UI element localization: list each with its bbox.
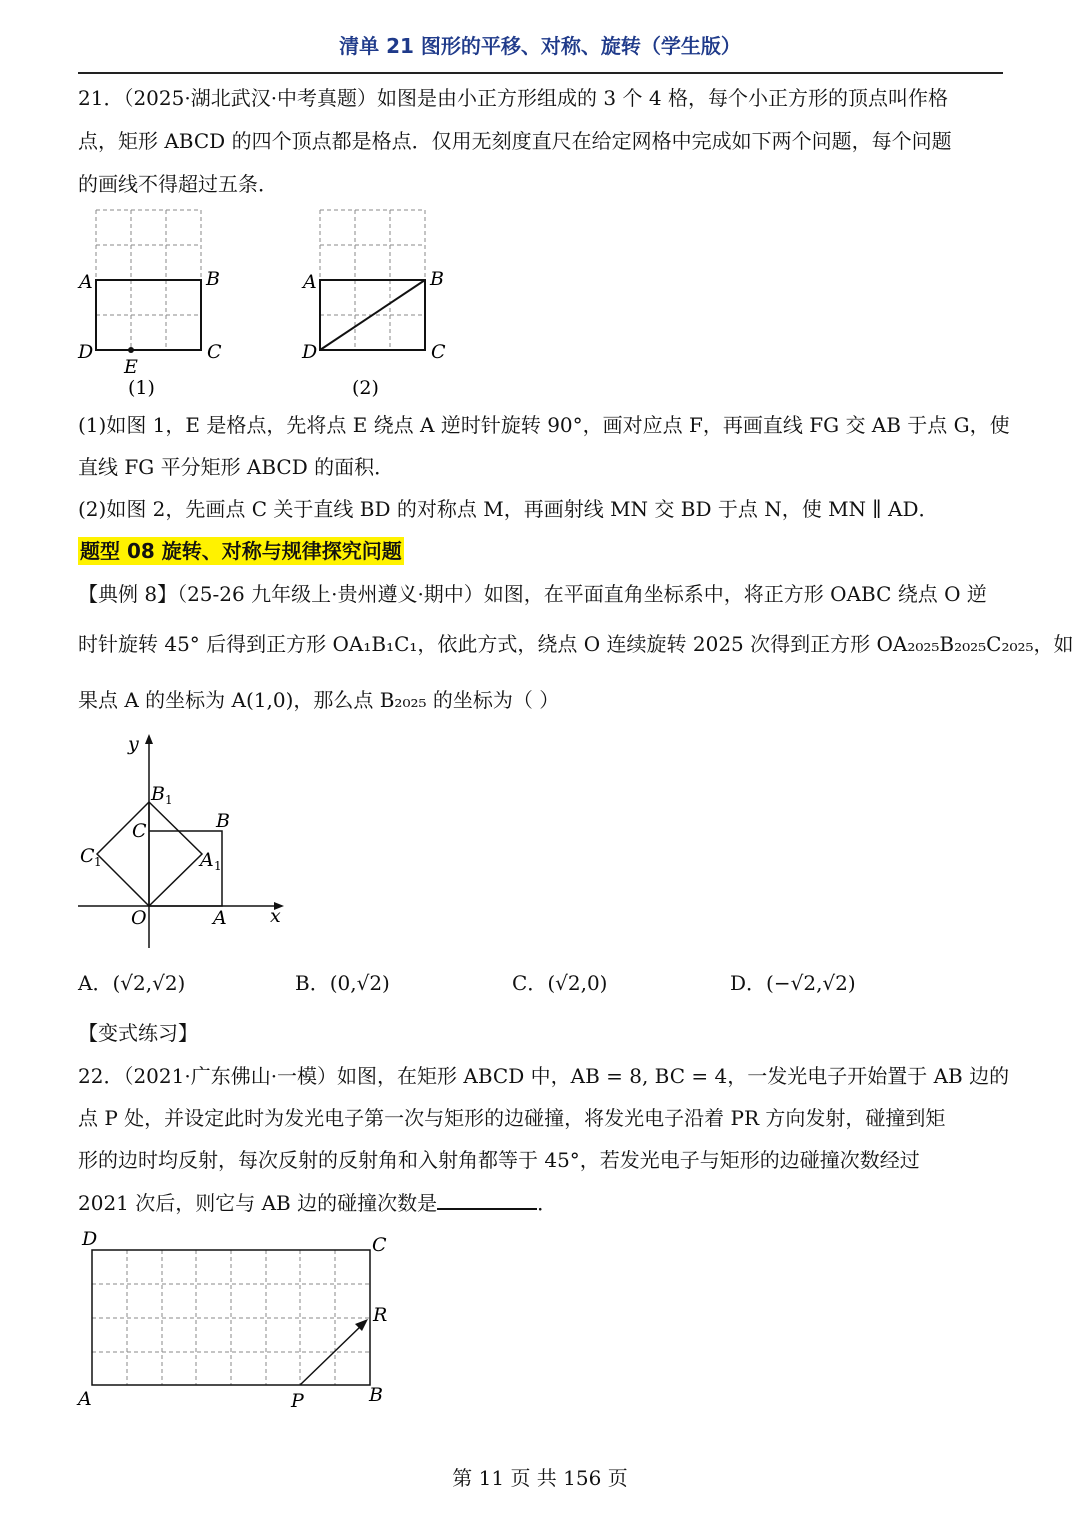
q21-line2: 点，矩形 ABCD 的四个顶点都是格点．仅用无刻度直尺在给定网格中完成如下两个问题，每个问题 <box>78 129 952 153</box>
option-a-value: (√2,√2) <box>112 971 186 995</box>
option-d-label: D． <box>730 971 767 995</box>
label-c1-sub: 1 <box>94 855 102 869</box>
variant-heading: 【变式练习】 <box>78 1021 198 1045</box>
label-a: A <box>213 907 227 929</box>
q22-line4 <box>78 1190 557 1215</box>
label-o: O <box>131 907 147 929</box>
label-a1: A <box>200 849 214 871</box>
option-d-value: (−√2,√2) <box>766 971 856 995</box>
label-b1-sub: 1 <box>165 793 173 807</box>
example8-line1: 【典例 8】（25-26 九年级上·贵州遵义·期中）如图，在平面直角坐标系中，将正方形 OABC 绕点 O 逆 <box>78 582 987 606</box>
q21-part1-line2: 直线 FG 平分矩形 ABCD 的面积． <box>78 455 395 479</box>
q22-figure <box>70 1225 400 1415</box>
option-a <box>78 971 185 995</box>
label-c: C <box>132 820 147 842</box>
q21-fig1-label-b: B <box>206 268 220 290</box>
q22-line3: 形的边时均反射，每次反射的反射角和入射角都等于 45°，若发光电子与矩形的边碰撞次数经过 <box>78 1148 920 1172</box>
q22-label-b: B <box>369 1384 383 1406</box>
q21-fig2-label-c: C <box>431 341 446 363</box>
label-a1-sub: 1 <box>214 859 222 873</box>
q21-fig1-label-c: C <box>207 341 222 363</box>
q22-line2: 点 P 处，并设定此时为发光电子第一次与矩形的边碰撞，将发光电子沿着 PR 方向发射，碰撞到矩 <box>78 1106 946 1130</box>
option-b-label: B． <box>295 971 330 995</box>
example8-figure <box>70 728 300 956</box>
axis-y-label: y <box>128 733 139 755</box>
option-c-label: C． <box>512 971 548 995</box>
q21-part2-line1: (2)如图 2，先画点 C 关于直线 BD 的对称点 M，再画射线 MN 交 BD 于点 N，使 MN ∥ AD． <box>78 497 939 521</box>
q21-figures <box>70 200 490 410</box>
q22-line4-text: 2021 次后，则它与 AB 边的碰撞次数是 <box>78 1191 438 1215</box>
example8-line2: 时针旋转 45° 后得到正方形 OA₁B₁C₁，依此方式，绕点 O 连续旋转 2025 次得到正方形 OA₂₀₂₅B₂₀₂₅C₂₀₂₅，如 <box>78 632 1074 656</box>
q22-label-c: C <box>372 1234 387 1256</box>
page-header-title: 清单 21 图形的平移、对称、旋转（学生版） <box>339 34 741 58</box>
label-b1: B <box>151 783 165 805</box>
option-a-label: A． <box>78 971 113 995</box>
q21-fig2-label-a: A <box>303 271 317 293</box>
label-b: B <box>216 810 230 832</box>
q21-line1: 21．（2025·湖北武汉·中考真题）如图是由小正方形组成的 3 个 4 格，每个小正方形的顶点叫作格 <box>78 86 948 110</box>
label-c1: C <box>80 845 95 867</box>
q21-line3: 的画线不得超过五条． <box>78 172 278 196</box>
q22-ray-pr <box>300 1325 362 1385</box>
q21-fig1-label-d: D <box>78 341 94 363</box>
q21-part1-line1: (1)如图 1，E 是格点，先将点 E 绕点 A 逆时针旋转 90°，画对应点 F，再画直线 FG 交 AB 于点 G，使 <box>78 413 1010 437</box>
q22-label-d: D <box>82 1228 98 1250</box>
q21-fig1-caption: (1) <box>128 377 155 399</box>
q22-line4-end: ． <box>537 1191 558 1215</box>
topic-08-heading: 题型 08 旋转、对称与规律探究问题 <box>80 539 402 563</box>
q21-fig2-label-d: D <box>302 341 318 363</box>
option-c-value: (√2,0) <box>547 971 608 995</box>
q21-fig1-label-e: E <box>124 356 138 378</box>
q22-line1: 22．（2021·广东佛山·一模）如图，在矩形 ABCD 中，AB = 8, BC = 4，一发光电子开始置于 AB 边的 <box>78 1064 1010 1088</box>
option-b <box>295 971 390 995</box>
q22-label-p: P <box>291 1390 304 1412</box>
page-footer: 第 11 页 共 156 页 <box>452 1466 628 1490</box>
example8-line3: 果点 A 的坐标为 A(1,0)，那么点 B₂₀₂₅ 的坐标为（ ） <box>78 688 560 712</box>
q22-label-a: A <box>78 1388 92 1410</box>
q21-fig1-point-e <box>128 347 134 353</box>
option-b-value: (0,√2) <box>329 971 390 995</box>
header-rule <box>78 72 1003 74</box>
q21-fig1-label-a: A <box>79 271 93 293</box>
option-d <box>730 971 856 995</box>
y-axis-arrow <box>145 734 153 744</box>
answer-blank <box>437 1190 537 1210</box>
option-c <box>512 971 607 995</box>
axis-x-label: x <box>270 905 281 927</box>
q22-label-r: R <box>373 1304 388 1326</box>
q22-grid <box>92 1250 370 1385</box>
q21-fig2-caption: (2) <box>352 377 379 399</box>
q21-fig2-label-b: B <box>430 268 444 290</box>
